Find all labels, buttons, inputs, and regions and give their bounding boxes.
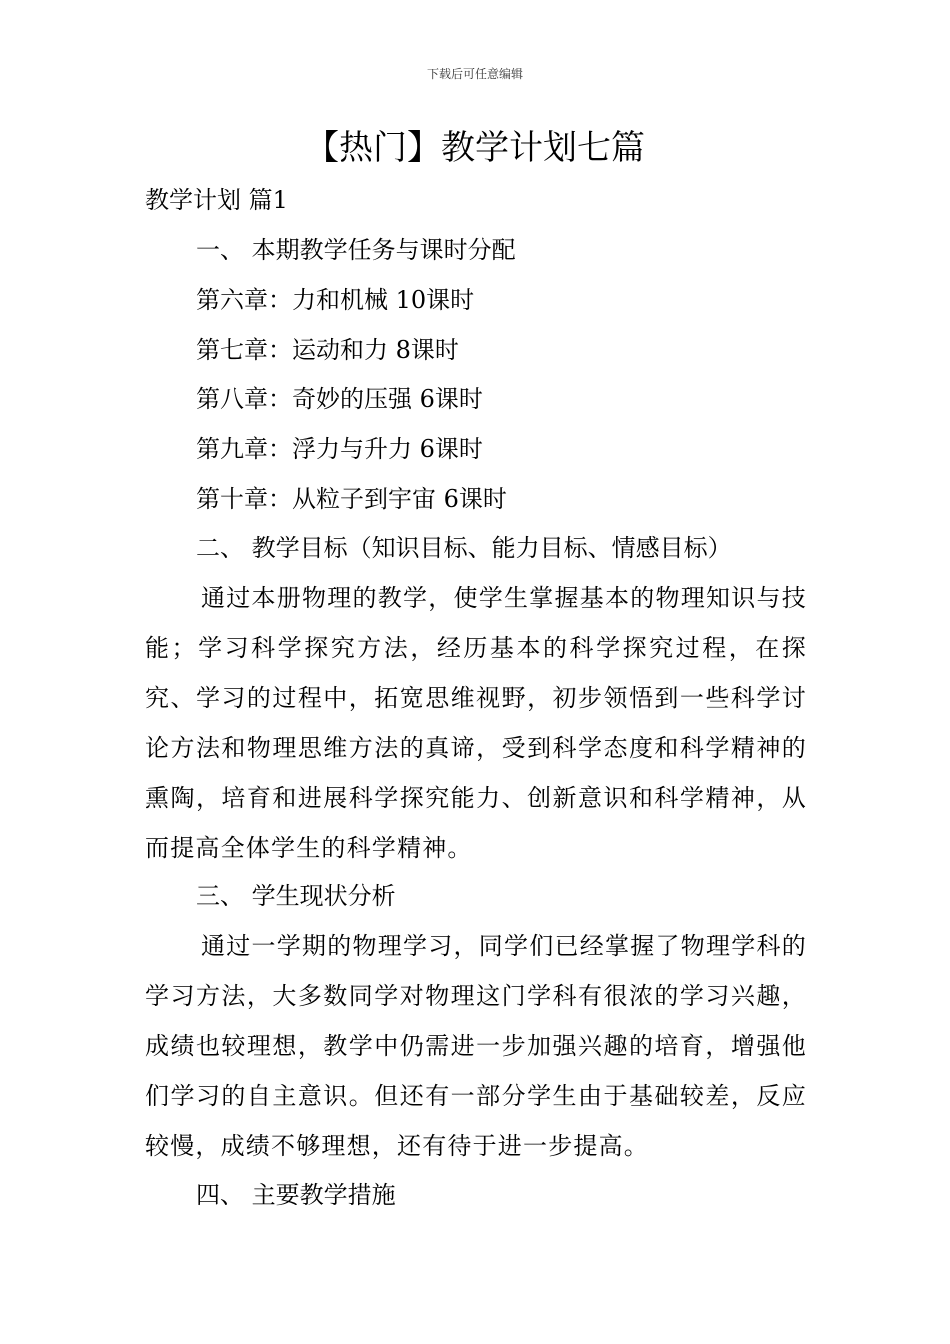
chapter-line: 第九章：浮力与升力 6课时	[196, 435, 483, 463]
header-note: 下载后可任意编辑	[426, 67, 523, 81]
chapter-line: 第八章：奇妙的压强 6课时	[196, 385, 483, 413]
sec4-heading: 四、 主要教学措施	[196, 1181, 396, 1209]
chapter-line: 第七章：运动和力 8课时	[196, 336, 459, 364]
sec3-body: 通过一学期的物理学习，同学们已经掌握了物理学科的学习方法，大多数同学对物理这门学科有很浓的学习兴趣，成绩也较理想，教学中仍需进一步加强兴趣的培育，增强他们学习的自主意识。但还有一部分学生由于基础较差，反应较慢，成绩不够理想，还有待于进一步提高。	[145, 932, 807, 1160]
document-title: 【热门】教学计划七篇	[305, 128, 645, 168]
section-heading: 教学计划 篇1	[145, 186, 288, 214]
sec3-heading: 三、 学生现状分析	[196, 882, 396, 910]
sec2-body: 通过本册物理的教学，使学生掌握基本的物理知识与技能；学习科学探究方法，经历基本的科学探究过程，在探究、学习的过程中，拓宽思维视野，初步领悟到一些科学讨论方法和物理思维方法的真谛，受到科学态度和科学精神的熏陶，培育和进展科学探究能力、创新意识和科学精神，从而提高全体学生的科学精神。	[145, 584, 807, 862]
chapter-line: 第十章：从粒子到宇宙 6课时	[196, 485, 507, 513]
sec1-heading: 一、 本期教学任务与课时分配	[196, 236, 516, 264]
chapter-line: 第六章：力和机械 10课时	[196, 286, 475, 314]
sec2-heading: 二、 教学目标（知识目标、能力目标、情感目标）	[196, 534, 732, 562]
